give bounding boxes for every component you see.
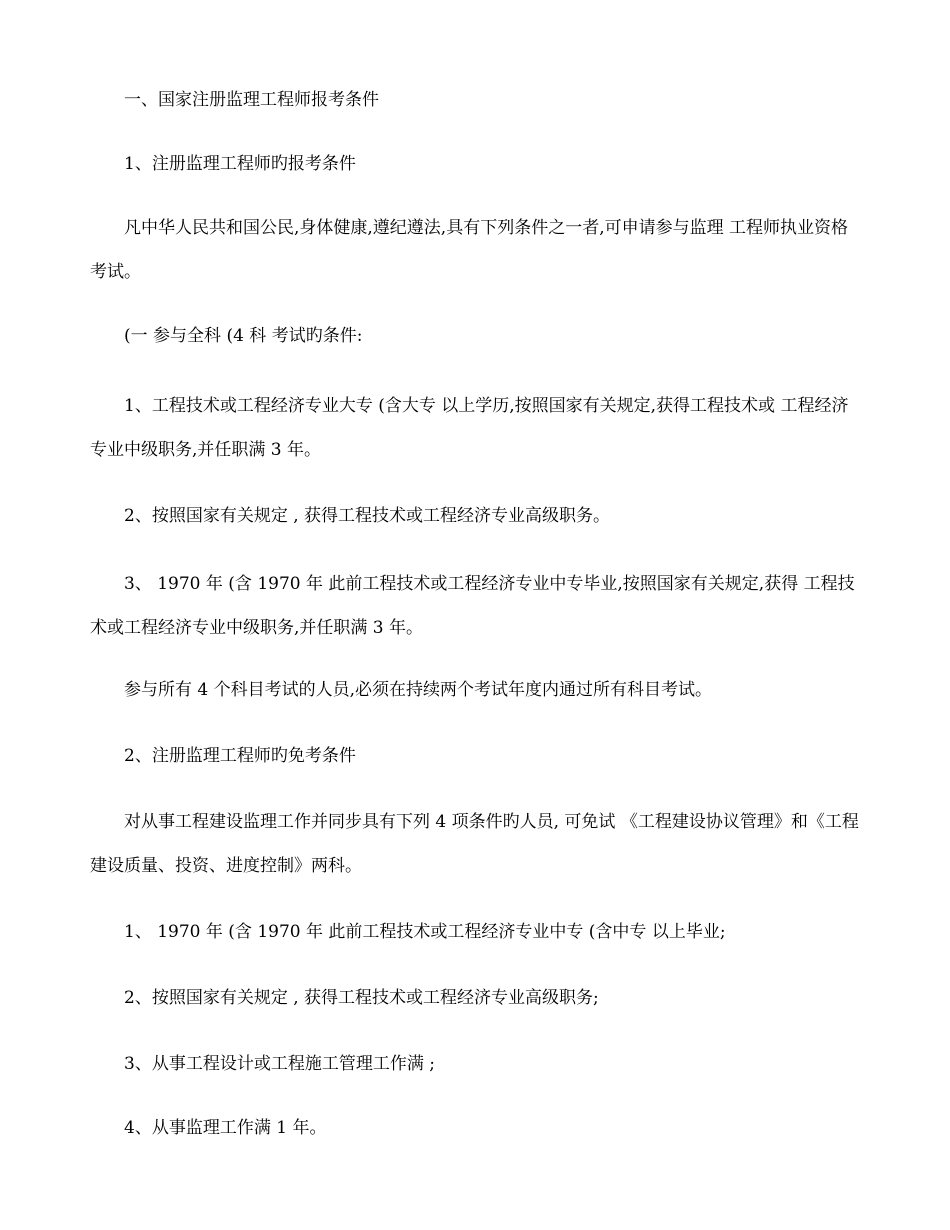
document-heading: 一、国家注册监理工程师报考条件 [124, 90, 379, 110]
full-exam-item: 1、工程技术或工程经济专业大专 (含大专 以上学历,按照国家有关规定,获得工程技术或 工程经济专业中级职务,并任职满 3 年。 [90, 396, 849, 460]
full-exam-title: (一 参与全科 (4 科 考试旳条件: [124, 326, 363, 346]
intro-paragraph: 凡中华人民共和国公民,身体健康,遵纪遵法,具有下列条件之一者,可申请参与监理 工程师执业资格考试。 [90, 218, 849, 282]
exempt-item: 3、从事工程设计或工程施工管理工作满 ; [124, 1054, 435, 1074]
full-exam-note: 参与所有 4 个科目考试的人员,必须在持续两个考试年度内通过所有科目考试。 [124, 680, 713, 700]
full-exam-item: 2、按照国家有关规定 , 获得工程技术或工程经济专业高级职务。 [124, 506, 611, 526]
section2-title: 2、注册监理工程师旳免考条件 [124, 746, 356, 766]
exempt-item: 4、从事监理工作满 1 年。 [124, 1118, 327, 1138]
full-exam-item: 3、 1970 年 (含 1970 年 此前工程技术或工程经济专业中专毕业,按照国家有关规定,获得 工程技术或工程经济专业中级职务,并任职满 3 年。 [90, 574, 855, 638]
exempt-item: 1、 1970 年 (含 1970 年 此前工程技术或工程经济专业中专 (含中专 以上毕业; [124, 922, 726, 942]
section1-title: 1、注册监理工程师旳报考条件 [124, 154, 356, 174]
exempt-item: 2、按照国家有关规定 , 获得工程技术或工程经济专业高级职务; [124, 988, 599, 1008]
exempt-intro: 对从事工程建设监理工作并同步具有下列 4 项条件旳人员, 可免试 《工程建设协议管理》和《工程建设质量、投资、进度控制》两科。 [90, 812, 859, 876]
